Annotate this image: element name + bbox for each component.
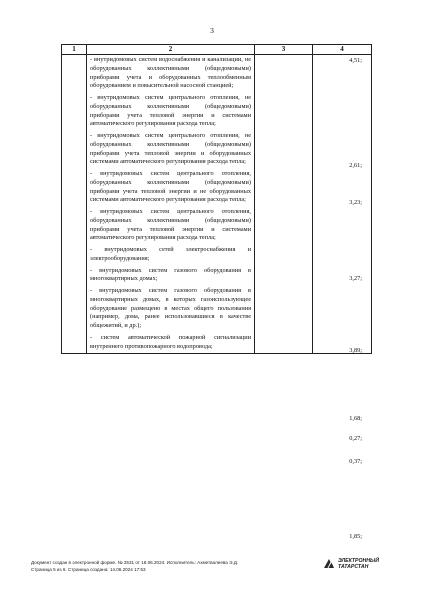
list-item: - внутридомовых систем водоснабжения и канализации, не оборудованных коллективными (общедомовыми) приборами учета и оборудованных теплообменным оборудованием и повысительной насосной станцией; — [90, 56, 251, 90]
rates-table — [61, 44, 372, 540]
document-footer — [31, 560, 238, 573]
list-item: - внутридомовых систем центрального отопления, оборудованных коллективными (общедомовыми) приборами учета тепловой энергии и не оборудованных системами автоматического регулирования расхода тепла; — [90, 170, 251, 204]
value-item: 3,23; — [349, 199, 362, 206]
list-item: - внутридомовых систем центрального отопления, оборудованных коллективными (общедомовыми) приборами учета тепловой энергии и системами автоматического регулирования расхода тепла; — [90, 208, 251, 242]
logo-icon — [322, 557, 336, 571]
column-header-4: 4 — [313, 45, 372, 55]
page-number: 3 — [210, 26, 214, 35]
cell-values — [313, 55, 372, 540]
logo-line-1: ЭЛЕКТРОННЫЙ — [338, 558, 379, 564]
column-header-2: 2 — [87, 45, 255, 55]
column-header-1: 1 — [62, 45, 87, 55]
logo-line-2: ТАТАРСТАН — [338, 564, 369, 570]
value-item: 3,27; — [349, 275, 362, 282]
cell-descriptions — [87, 55, 255, 354]
list-item: - внутридомовых систем центрального отопления, не оборудованных коллективными (общедомовыми) приборами учета тепловой энергии и оборудованных системами автоматического регулирования расхода тепла; — [90, 132, 251, 166]
table-row — [62, 55, 372, 354]
table-header-row — [62, 45, 372, 55]
footer-line-2: Страница 5 из 6. Страница создана: 14.06.2024 17:53 — [31, 566, 146, 572]
value-item: 4,51; — [349, 57, 362, 64]
cell-col1 — [62, 55, 87, 354]
value-item: 0,27; — [349, 435, 362, 442]
electronic-tatarstan-logo — [322, 555, 397, 575]
value-item: 1,68; — [349, 415, 362, 422]
value-item: 1,85; — [349, 533, 362, 540]
list-item: - внутридомовых систем центрального отопления, не оборудованных коллективными (общедомовыми) приборами учета тепловой энергии и системами автоматического регулирования расхода тепла; — [90, 94, 251, 128]
footer-line-1: Документ создан в электронной форме. № 2531 от 18.06.2024. Исполнитель: Ахметвалеева Э.Д. — [31, 560, 239, 565]
list-item: - внутридомовых сетей электроснабжения и электрооборудования; — [90, 246, 251, 262]
logo-text — [338, 558, 379, 570]
column-header-3: 3 — [255, 45, 313, 55]
list-item: - систем автоматической пожарной сигнализации внутреннего противопожарного водопровода; — [90, 333, 251, 350]
value-item: 3,89; — [349, 347, 362, 354]
cell-col3 — [255, 55, 313, 354]
list-item: - внутридомовых систем газового оборудования в многоквартирных домах; — [90, 266, 251, 283]
value-item: 2,61; — [349, 162, 362, 169]
value-item: 0,37; — [349, 458, 362, 465]
list-item: - внутридомовых систем газового оборудования в многоквартирных домах, в которых газоиспользующее оборудование размещено в местах общего пользования (например, дома, ранее использовавшиеся в качестве общежитий, и др.); — [90, 287, 251, 329]
